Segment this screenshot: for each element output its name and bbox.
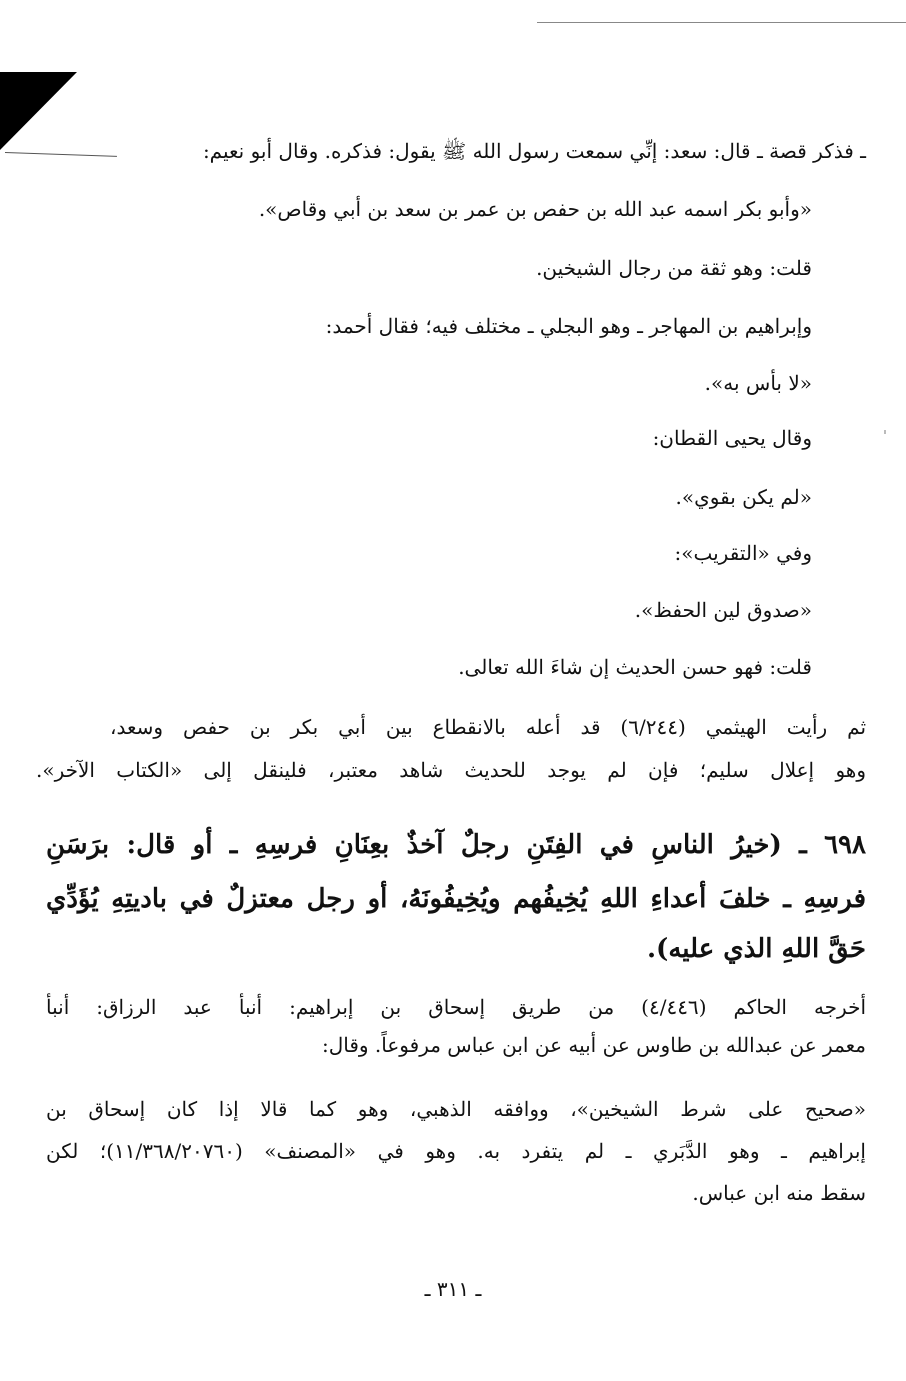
- page-number: ـ ٣١١ ـ: [424, 1277, 482, 1301]
- text-line-11: ثم رأيت الهيثمي (٦/٢٤٤) قد أعله بالانقطاع بين أبي بكر بن حفص وسعد،: [110, 715, 867, 739]
- margin-speck: [884, 430, 886, 434]
- text-line-6: وقال يحيى القطان:: [652, 426, 812, 450]
- text-line-9: «صدوق لين الحفظ».: [634, 598, 812, 622]
- hadith-line-1: ٦٩٨ ـ (خيرُ الناسِ في الفِتَنِ رجلٌ آخذٌ بعِنَانِ فرسِهِ ـ أو قال: برَسَنِ: [46, 830, 866, 860]
- text-line-1: ـ فذكر قصة ـ قال: سعد: إنِّي سمعت رسول الله ﷺ يقول: فذكره. وقال أبو نعيم:: [202, 139, 866, 163]
- text-line-7: «لم يكن بقوي».: [675, 485, 812, 509]
- margin-rule: [5, 152, 117, 157]
- text-line-2: «وأبو بكر اسمه عبد الله بن حفص بن عمر بن سعد بن أبي وقاص».: [258, 197, 812, 221]
- hadith-line-2: فرسِهِ ـ خلفَ أعداءِ اللهِ يُخِيفُهم ويُخِيفُونَهُ، أو رجل معتزلٌ في باديتِهِ يُؤَدِّي: [46, 884, 866, 914]
- header-rule: [537, 22, 906, 23]
- text-line-5: «لا بأس به».: [704, 371, 812, 395]
- text-line-13: أخرجه الحاكم (٤/٤٤٦) من طريق إسحاق بن إبراهيم: أنبأ عبد الرزاق: أنبأ: [46, 995, 866, 1019]
- text-line-4: وإبراهيم بن المهاجر ـ وهو البجلي ـ مختلف فيه؛ فقال أحمد:: [325, 314, 812, 338]
- text-line-15: «صحيح على شرط الشيخين»، ووافقه الذهبي، وهو كما قالا إذا كان إسحاق بن: [46, 1097, 866, 1121]
- text-line-10: قلت: فهو حسن الحديث إن شاءَ الله تعالى.: [458, 655, 812, 679]
- hadith-line-3: حَقَّ اللهِ الذي عليه).: [646, 934, 866, 964]
- text-line-17: سقط منه ابن عباس.: [692, 1181, 866, 1205]
- text-line-8: وفي «التقريب»:: [674, 541, 812, 565]
- text-line-12: وهو إعلال سليم؛ فإن لم يوجد للحديث شاهد معتبر، فلينقل إلى «الكتاب الآخر».: [36, 758, 866, 782]
- text-line-3: قلت: وهو ثقة من رجال الشيخين.: [536, 256, 812, 280]
- text-line-16: إبراهيم ـ وهو الدَّبَري ـ لم يتفرد به. وهو في «المصنف» (١١/٣٦٨/٢٠٧٦٠)؛ لكن: [46, 1139, 866, 1163]
- corner-triangle-mark: [0, 72, 80, 152]
- text-line-14: معمر عن عبدالله بن طاوس عن أبيه عن ابن عباس مرفوعاً. وقال:: [321, 1033, 866, 1057]
